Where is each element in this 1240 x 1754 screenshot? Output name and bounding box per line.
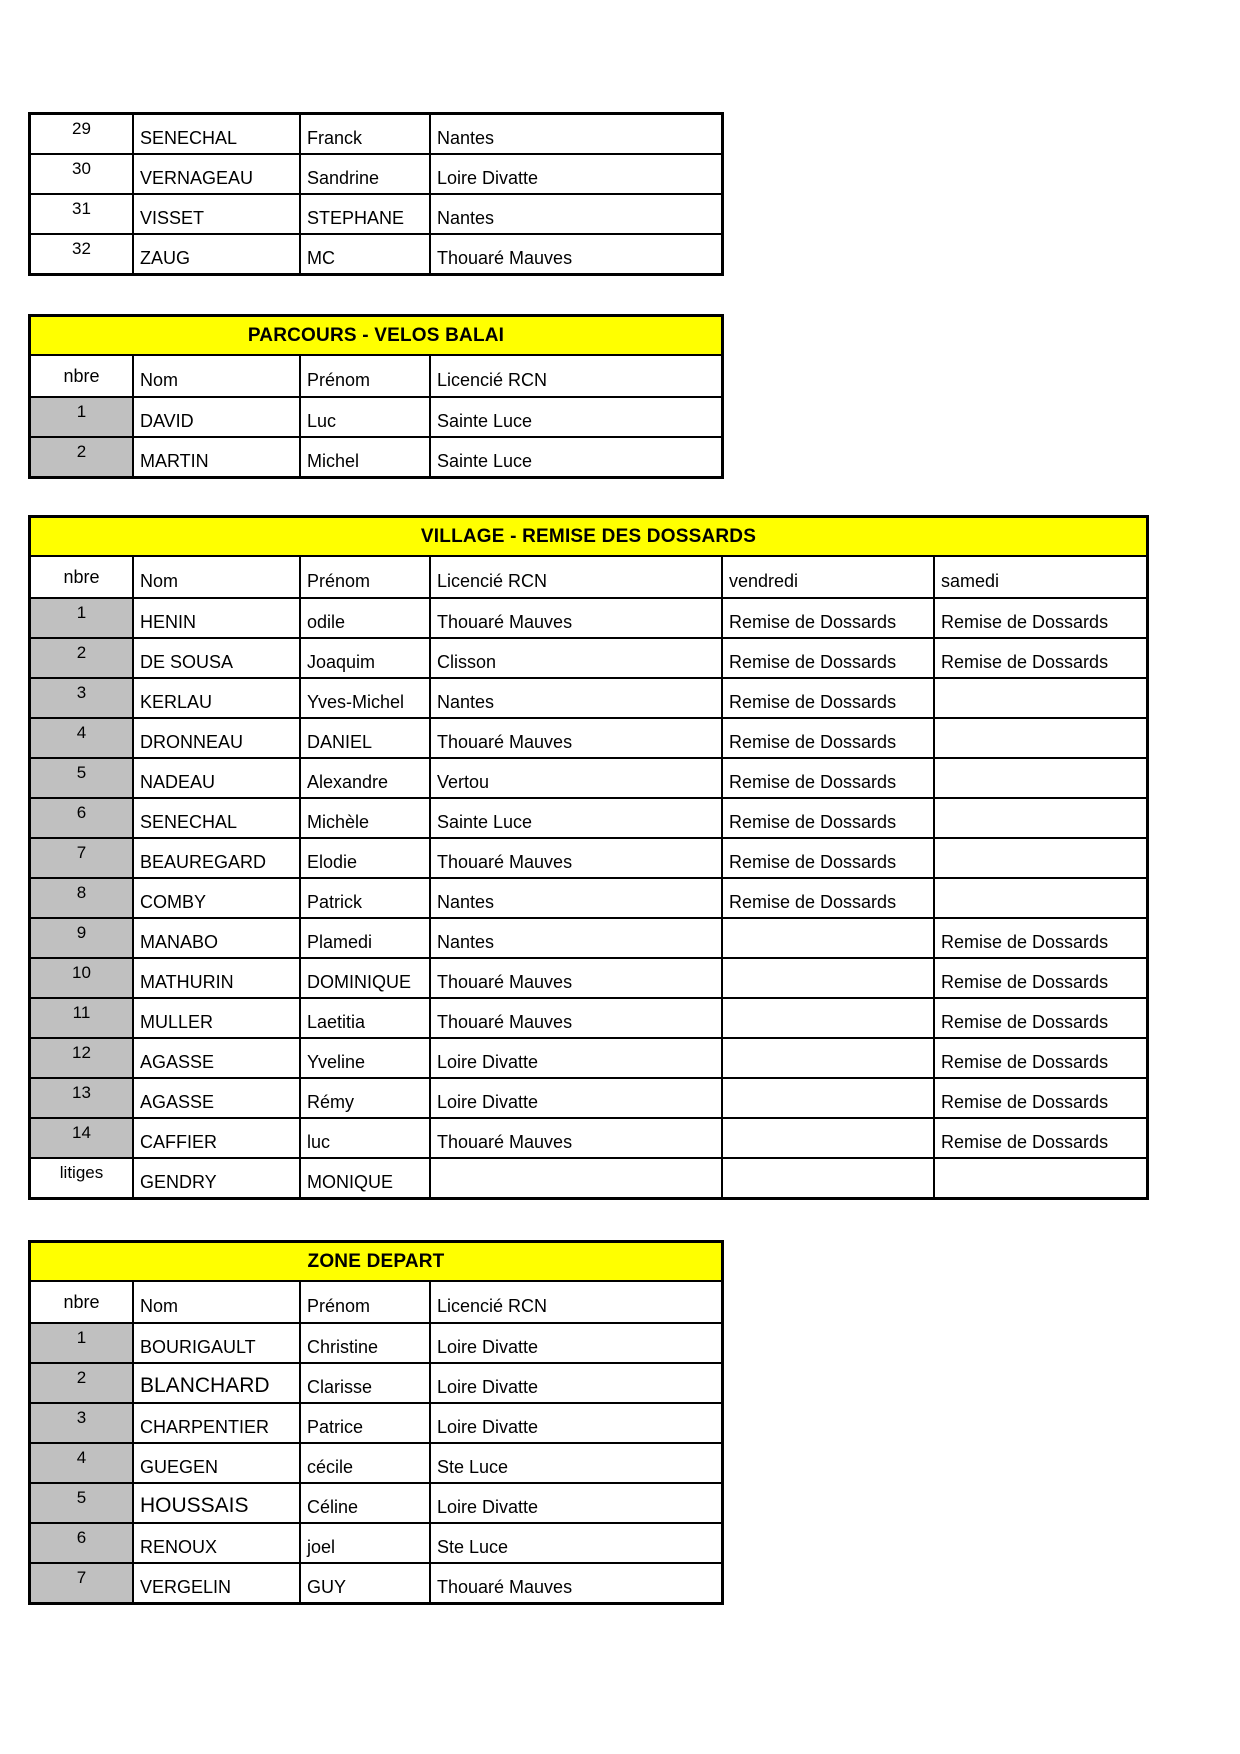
table-row — [31, 919, 1146, 959]
cell-nbre: 3 — [31, 1404, 134, 1442]
cell-vendredi — [723, 959, 935, 997]
cell-vendredi: Remise de Dossards — [723, 839, 935, 877]
cell-nom: GENDRY — [134, 1159, 301, 1197]
cell-prenom: Céline — [301, 1484, 431, 1522]
cell-vendredi — [723, 1159, 935, 1197]
cell-samedi — [935, 879, 1146, 917]
cell-nbre: 11 — [31, 999, 134, 1037]
cell-nbre: 5 — [31, 759, 134, 797]
cell-vendredi: Remise de Dossards — [723, 719, 935, 757]
cell-prenom: Christine — [301, 1324, 431, 1362]
cell-prenom: MC — [301, 235, 431, 273]
table-row — [31, 1324, 721, 1364]
table-row — [31, 999, 1146, 1039]
header-row — [31, 1282, 721, 1324]
cell-samedi — [935, 719, 1146, 757]
cell-nbre: 29 — [31, 115, 134, 153]
cell-vendredi: Remise de Dossards — [723, 679, 935, 717]
cell-samedi: Remise de Dossards — [941, 1092, 1109, 1113]
cell-nbre: 12 — [31, 1039, 134, 1077]
cell-nbre: 9 — [31, 919, 134, 957]
header-cell-samedi: samedi — [941, 571, 1000, 591]
cell-licencie-rcn: Sainte Luce — [431, 799, 723, 837]
cell-samedi — [935, 1159, 1146, 1197]
cell-prenom: cécile — [301, 1444, 431, 1482]
header-row — [31, 557, 1146, 599]
cell-licencie-rcn: Loire Divatte — [437, 1377, 539, 1398]
cell-prenom: Clarisse — [301, 1364, 431, 1402]
cell-nom: VERGELIN — [134, 1564, 301, 1602]
header-cell-nom: Nom — [134, 557, 301, 597]
table-row — [31, 155, 721, 195]
table-row — [31, 398, 721, 438]
cell-nom: RENOUX — [134, 1524, 301, 1562]
cell-licencie-rcn: Ste Luce — [437, 1457, 509, 1478]
header-row — [31, 356, 721, 398]
cell-nbre: 2 — [31, 1364, 134, 1402]
cell-prenom: DANIEL — [301, 719, 431, 757]
cell-nom: VISSET — [134, 195, 301, 233]
cell-prenom: Alexandre — [301, 759, 431, 797]
table-row — [31, 1524, 721, 1564]
cell-nbre: 2 — [31, 438, 134, 476]
cell-samedi: Remise de Dossards — [941, 1052, 1109, 1073]
table-row — [31, 759, 1146, 799]
table-zone-depart — [28, 1240, 724, 1605]
header-cell-nbre: nbre — [31, 557, 134, 597]
table-row — [31, 195, 721, 235]
header-cell-licencie-rcn: Licencié RCN — [437, 1296, 548, 1316]
cell-prenom: Patrice — [301, 1404, 431, 1442]
cell-nom: VERNAGEAU — [134, 155, 301, 193]
cell-nbre: 30 — [31, 155, 134, 193]
cell-vendredi — [723, 999, 935, 1037]
cell-licencie-rcn: Thouaré Mauves — [431, 959, 723, 997]
cell-licencie-rcn: Loire Divatte — [437, 1337, 539, 1358]
cell-samedi: Remise de Dossards — [941, 1132, 1109, 1153]
cell-vendredi — [723, 1039, 935, 1077]
cell-nbre: 6 — [31, 1524, 134, 1562]
cell-vendredi — [723, 919, 935, 957]
cell-prenom: odile — [301, 599, 431, 637]
cell-nbre: 6 — [31, 799, 134, 837]
cell-nom: MANABO — [134, 919, 301, 957]
cell-prenom: Franck — [301, 115, 431, 153]
table-row — [31, 879, 1146, 919]
cell-nom: DE SOUSA — [134, 639, 301, 677]
table-row — [31, 799, 1146, 839]
cell-nbre: 14 — [31, 1119, 134, 1157]
cell-vendredi: Remise de Dossards — [723, 599, 935, 637]
cell-nom: DRONNEAU — [134, 719, 301, 757]
header-cell-prenom: Prénom — [301, 356, 431, 396]
cell-nom: AGASSE — [134, 1079, 301, 1117]
cell-samedi: Remise de Dossards — [941, 652, 1109, 673]
cell-nom: KERLAU — [134, 679, 301, 717]
cell-nom: NADEAU — [134, 759, 301, 797]
cell-prenom: Michèle — [301, 799, 431, 837]
cell-nom: ZAUG — [134, 235, 301, 273]
cell-nom: BLANCHARD — [134, 1364, 301, 1402]
cell-licencie-rcn: Vertou — [431, 759, 723, 797]
table-row — [31, 1564, 721, 1602]
cell-nom: HOUSSAIS — [134, 1484, 301, 1522]
table-row — [31, 639, 1146, 679]
cell-nbre: 3 — [31, 679, 134, 717]
cell-licencie-rcn: Thouaré Mauves — [437, 248, 573, 269]
cell-nbre: 5 — [31, 1484, 134, 1522]
table-row — [31, 1404, 721, 1444]
cell-licencie-rcn: Thouaré Mauves — [431, 1119, 723, 1157]
cell-nbre: 1 — [31, 599, 134, 637]
cell-vendredi: Remise de Dossards — [723, 799, 935, 837]
cell-prenom: DOMINIQUE — [301, 959, 431, 997]
cell-nom: HENIN — [134, 599, 301, 637]
cell-samedi: Remise de Dossards — [941, 932, 1109, 953]
table-row — [31, 679, 1146, 719]
cell-prenom: Laetitia — [301, 999, 431, 1037]
cell-prenom: Yveline — [301, 1039, 431, 1077]
table-row — [31, 1119, 1146, 1159]
cell-licencie-rcn: Thouaré Mauves — [437, 1577, 573, 1598]
cell-nom: MULLER — [134, 999, 301, 1037]
cell-licencie-rcn: Nantes — [431, 879, 723, 917]
table-row — [31, 839, 1146, 879]
cell-prenom: Sandrine — [301, 155, 431, 193]
cell-vendredi — [723, 1079, 935, 1117]
cell-prenom: Rémy — [301, 1079, 431, 1117]
table-riders-continued — [28, 112, 724, 276]
cell-vendredi: Remise de Dossards — [723, 639, 935, 677]
header-cell-vendredi: vendredi — [723, 557, 935, 597]
cell-samedi — [935, 799, 1146, 837]
cell-licencie-rcn: Loire Divatte — [437, 1417, 539, 1438]
cell-licencie-rcn: Thouaré Mauves — [431, 839, 723, 877]
table-row — [31, 438, 721, 476]
table-row — [31, 1159, 1146, 1197]
table-row — [31, 959, 1146, 999]
cell-nbre: 4 — [31, 1444, 134, 1482]
table-row — [31, 1484, 721, 1524]
cell-licencie-rcn: Loire Divatte — [437, 1497, 539, 1518]
cell-licencie-rcn: Thouaré Mauves — [431, 999, 723, 1037]
cell-vendredi: Remise de Dossards — [723, 759, 935, 797]
cell-prenom: joel — [301, 1524, 431, 1562]
cell-vendredi — [723, 1119, 935, 1157]
table-title: ZONE DEPART — [31, 1243, 721, 1282]
cell-prenom: luc — [301, 1119, 431, 1157]
cell-licencie-rcn: Sainte Luce — [437, 451, 533, 472]
cell-licencie-rcn: Loire Divatte — [431, 1079, 723, 1117]
header-cell-licencie-rcn: Licencié RCN — [431, 557, 723, 597]
cell-licencie-rcn: Loire Divatte — [431, 1039, 723, 1077]
cell-nbre: 10 — [31, 959, 134, 997]
cell-licencie-rcn: Ste Luce — [437, 1537, 509, 1558]
cell-prenom: Elodie — [301, 839, 431, 877]
cell-nom: BOURIGAULT — [134, 1324, 301, 1362]
cell-prenom: MONIQUE — [301, 1159, 431, 1197]
cell-licencie-rcn: Thouaré Mauves — [431, 599, 723, 637]
cell-prenom: Luc — [301, 398, 431, 436]
cell-samedi: Remise de Dossards — [941, 612, 1109, 633]
header-cell-prenom: Prénom — [301, 557, 431, 597]
cell-nom: GUEGEN — [134, 1444, 301, 1482]
cell-licencie-rcn: Clisson — [431, 639, 723, 677]
cell-nom: SENECHAL — [134, 115, 301, 153]
cell-licencie-rcn: Nantes — [437, 208, 495, 229]
cell-nom: BEAUREGARD — [134, 839, 301, 877]
table-parcours-velos-balai — [28, 314, 724, 479]
cell-nom: DAVID — [134, 398, 301, 436]
cell-nbre: 7 — [31, 839, 134, 877]
cell-nom: SENECHAL — [134, 799, 301, 837]
cell-prenom: Yves-Michel — [301, 679, 431, 717]
cell-vendredi: Remise de Dossards — [723, 879, 935, 917]
cell-licencie-rcn — [431, 1159, 723, 1197]
cell-nom: COMBY — [134, 879, 301, 917]
cell-licencie-rcn: Loire Divatte — [437, 168, 539, 189]
header-cell-nbre: nbre — [31, 1282, 134, 1322]
cell-prenom: Plamedi — [301, 919, 431, 957]
cell-nbre: 2 — [31, 639, 134, 677]
cell-licencie-rcn: Nantes — [431, 679, 723, 717]
cell-prenom: Michel — [301, 438, 431, 476]
table-row — [31, 1444, 721, 1484]
table-row — [31, 235, 721, 273]
table-row — [31, 1364, 721, 1404]
table-title: PARCOURS - VELOS BALAI — [31, 317, 721, 356]
cell-samedi: Remise de Dossards — [941, 972, 1109, 993]
cell-licencie-rcn: Thouaré Mauves — [431, 719, 723, 757]
cell-nbre: litiges — [31, 1159, 134, 1197]
table-row — [31, 599, 1146, 639]
cell-prenom: Patrick — [301, 879, 431, 917]
header-cell-licencie-rcn: Licencié RCN — [437, 370, 548, 390]
cell-nom: CAFFIER — [134, 1119, 301, 1157]
cell-prenom: GUY — [301, 1564, 431, 1602]
header-cell-prenom: Prénom — [301, 1282, 431, 1322]
cell-nom: AGASSE — [134, 1039, 301, 1077]
table-row — [31, 115, 721, 155]
cell-nom: CHARPENTIER — [134, 1404, 301, 1442]
table-row — [31, 1079, 1146, 1119]
cell-nbre: 13 — [31, 1079, 134, 1117]
cell-samedi — [935, 759, 1146, 797]
cell-licencie-rcn: Nantes — [431, 919, 723, 957]
header-cell-nom: Nom — [134, 356, 301, 396]
cell-nbre: 1 — [31, 398, 134, 436]
cell-nbre: 8 — [31, 879, 134, 917]
table-title: VILLAGE - REMISE DES DOSSARDS — [31, 518, 1146, 557]
header-cell-nbre: nbre — [31, 356, 134, 396]
cell-nbre: 31 — [31, 195, 134, 233]
cell-nbre: 32 — [31, 235, 134, 273]
cell-nom: MARTIN — [134, 438, 301, 476]
table-row — [31, 719, 1146, 759]
cell-samedi: Remise de Dossards — [941, 1012, 1109, 1033]
cell-prenom: Joaquim — [301, 639, 431, 677]
cell-samedi — [935, 679, 1146, 717]
header-cell-nom: Nom — [134, 1282, 301, 1322]
cell-samedi — [935, 839, 1146, 877]
table-village-remise-des-dossards — [28, 515, 1149, 1200]
cell-nom: MATHURIN — [134, 959, 301, 997]
cell-nbre: 7 — [31, 1564, 134, 1602]
cell-prenom: STEPHANE — [301, 195, 431, 233]
cell-licencie-rcn: Sainte Luce — [437, 411, 533, 432]
cell-nbre: 1 — [31, 1324, 134, 1362]
cell-nbre: 4 — [31, 719, 134, 757]
cell-licencie-rcn: Nantes — [437, 128, 495, 149]
table-row — [31, 1039, 1146, 1079]
